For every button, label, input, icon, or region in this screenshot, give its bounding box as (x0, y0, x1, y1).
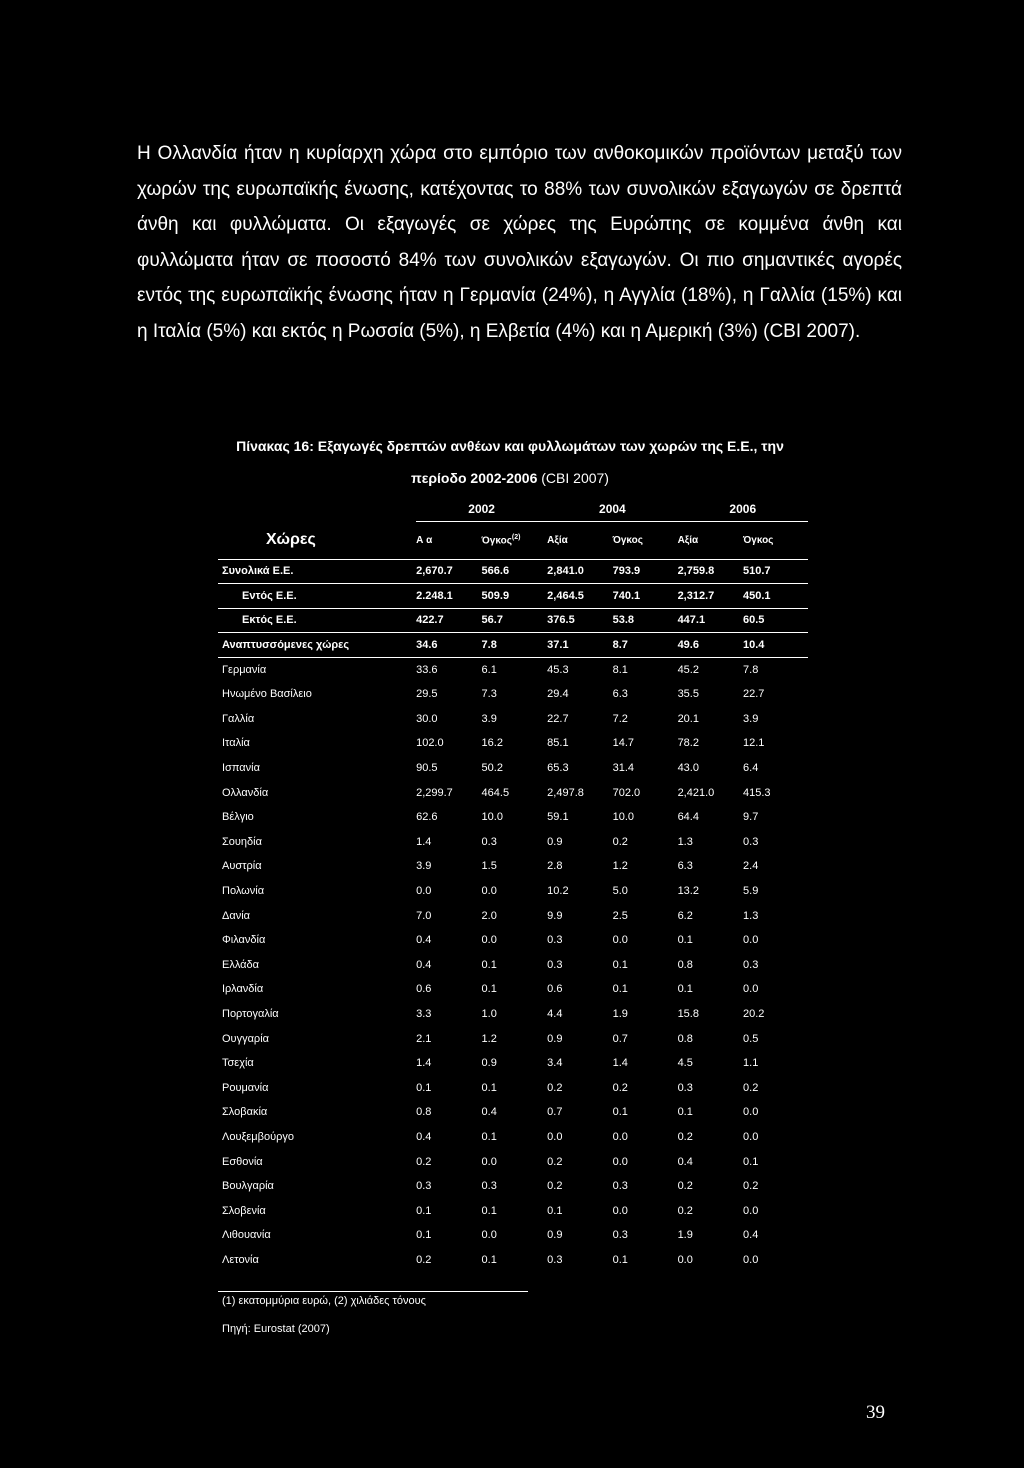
cell-value: 0.3 (547, 958, 563, 971)
table-row (218, 1174, 808, 1199)
cell-value: 12.1 (743, 737, 765, 750)
cell-value: 0.3 (743, 958, 759, 971)
country-name: Εντός Ε.Ε. (218, 584, 416, 609)
cell-value: 0.1 (481, 983, 497, 996)
cell-value: 1.9 (612, 1007, 628, 1020)
country-rows (218, 657, 808, 1272)
cell-value: 0.1 (481, 958, 497, 971)
cell-value: 1.4 (612, 1057, 628, 1070)
source-note: Πηγή: Eurostat (2007) (222, 1323, 330, 1335)
cell-value: 10.2 (547, 885, 569, 898)
table-row (218, 682, 808, 707)
cell-value: 43.0 (677, 762, 699, 775)
cell-value: 0.2 (547, 1155, 563, 1168)
cell-value: 3.4 (547, 1057, 563, 1070)
cell-value: 85.1 (547, 737, 569, 750)
column-header-row (218, 521, 808, 559)
cell-value: 0.6 (416, 983, 432, 996)
cell-value: 0.1 (612, 983, 628, 996)
cell-value: 2,464.5 (547, 584, 612, 609)
cell-value: 0.1 (612, 1253, 628, 1266)
cell-value: 793.9 (613, 559, 678, 584)
year-2002: 2002 (416, 497, 547, 521)
table-row (218, 657, 808, 682)
table-row (218, 830, 808, 855)
cell-value: 1.2 (481, 1032, 497, 1045)
cell-value: 740.1 (613, 584, 678, 609)
cell-value: 0.8 (677, 958, 693, 971)
country-name: Σουηδία (222, 835, 262, 848)
cell-value: 0.5 (743, 1032, 759, 1045)
cell-value: 65.3 (547, 762, 569, 775)
cell-value: 22.7 (547, 712, 569, 725)
cell-value: 31.4 (612, 762, 635, 775)
cell-value: 0.3 (743, 835, 759, 848)
col-header-volume-2004: Όγκος (613, 521, 678, 559)
cell-value: 59.1 (547, 811, 569, 824)
cell-value: 0.1 (547, 1204, 563, 1217)
table-row (218, 731, 808, 756)
table-row (218, 1149, 808, 1174)
cell-value: 2.8 (547, 860, 563, 873)
cell-value: 0.1 (612, 958, 628, 971)
caption-period: περίοδο 2002-2006 (411, 470, 538, 486)
year-header-row (218, 497, 808, 521)
cell-value: 1.3 (677, 835, 693, 848)
footnote: (1) εκατομμύρια ευρώ, (2) χιλιάδες τόνους (222, 1295, 426, 1307)
cell-value: 0.1 (743, 1155, 759, 1168)
cell-value: 6.1 (481, 663, 497, 676)
cell-value: 0.1 (416, 1204, 432, 1217)
country-name: Ισπανία (222, 762, 260, 775)
cell-value: 0.6 (547, 983, 563, 996)
cell-value: 0.2 (677, 1204, 693, 1217)
table-row (218, 707, 808, 732)
cell-value: 7.8 (743, 663, 759, 676)
cell-value: 34.6 (416, 633, 481, 658)
country-name: Πορτογαλία (222, 1007, 279, 1020)
cell-value: 22.7 (743, 688, 765, 701)
cell-value: 0.0 (743, 983, 759, 996)
cell-value: 6.3 (677, 860, 693, 873)
table-row (218, 805, 808, 830)
cell-value: 0.9 (481, 1057, 497, 1070)
table-row (218, 1002, 808, 1027)
cell-value: 13.2 (677, 885, 699, 898)
country-name: Συνολικά Ε.Ε. (218, 559, 416, 584)
cell-value: 0.4 (416, 1130, 432, 1143)
cell-value: 6.3 (612, 688, 628, 701)
cell-value: 0.3 (547, 934, 563, 947)
cell-value: 0.4 (481, 1106, 497, 1119)
cell-value: 0.0 (743, 1106, 759, 1119)
cell-value: 0.1 (416, 1081, 432, 1094)
table-caption: Πίνακας 16: Εξαγωγές δρεπτών ανθέων και φυλλωμάτων των χωρών της Ε.Ε., την (236, 438, 784, 454)
cell-value: 60.5 (743, 608, 808, 633)
cell-value: 0.1 (677, 1106, 693, 1119)
cell-value: 422.7 (416, 608, 481, 633)
country-header: Χώρες (218, 521, 416, 559)
table-row (218, 1051, 808, 1076)
cell-value: 0.8 (677, 1032, 693, 1045)
cell-value: 1.4 (416, 835, 432, 848)
cell-value: 0.4 (743, 1229, 759, 1242)
cell-value: 0.0 (481, 1229, 497, 1242)
cell-value: 5.9 (743, 885, 759, 898)
cell-value: 0.9 (547, 1032, 563, 1045)
cell-value: 0.9 (547, 1229, 563, 1242)
cell-value: 45.3 (547, 663, 569, 676)
cell-value: 0.1 (612, 1106, 628, 1119)
country-name: Λετονία (222, 1253, 259, 1266)
cell-value: 447.1 (678, 608, 743, 633)
cell-value: 0.0 (743, 934, 759, 947)
cell-value: 2,421.0 (677, 786, 715, 799)
table-row (218, 1075, 808, 1100)
cell-value: 4.5 (677, 1057, 693, 1070)
cell-value: 0.0 (743, 1253, 759, 1266)
cell-value: 2,497.8 (547, 786, 584, 799)
aggregate-rows (218, 559, 808, 657)
cell-value: 30.0 (416, 712, 438, 725)
cell-value: 14.7 (612, 737, 635, 750)
country-name: Εκτός Ε.Ε. (218, 608, 416, 633)
table-row (218, 977, 808, 1002)
cell-value: 35.5 (677, 688, 699, 701)
cell-value: 3.9 (416, 860, 432, 873)
cell-value: 702.0 (612, 786, 641, 799)
country-name: Εσθονία (222, 1155, 263, 1168)
col-header-value-2004: Αξία (547, 521, 612, 559)
footnote-divider (218, 1291, 528, 1292)
cell-value: 0.2 (677, 1130, 693, 1143)
cell-value: 0.3 (481, 835, 497, 848)
cell-value: 0.4 (416, 958, 432, 971)
cell-value: 2,312.7 (678, 584, 743, 609)
table-row (218, 928, 808, 953)
table-row (218, 1223, 808, 1248)
cell-value: 0.8 (416, 1106, 432, 1119)
cell-value: 6.4 (743, 762, 759, 775)
col-header-sup: (2) (511, 533, 521, 541)
col-header-value-2002: Α α (416, 521, 481, 559)
exports-table (218, 497, 808, 1272)
cell-value: 1.1 (743, 1057, 759, 1070)
cell-value: 2.248.1 (416, 584, 481, 609)
cell-value: 29.4 (547, 688, 569, 701)
cell-value: 2.4 (743, 860, 759, 873)
cell-value: 10.0 (612, 811, 635, 824)
aggregate-row (218, 608, 808, 633)
cell-value: 33.6 (416, 663, 438, 676)
cell-value: 0.4 (677, 1155, 693, 1168)
cell-value: 376.5 (547, 608, 612, 633)
cell-value: 450.1 (743, 584, 808, 609)
cell-value: 464.5 (481, 786, 510, 799)
cell-value: 0.0 (612, 1155, 628, 1168)
cell-value: 566.6 (482, 559, 548, 584)
cell-value: 0.0 (481, 885, 497, 898)
cell-value: 29.5 (416, 688, 438, 701)
country-name: Ολλανδία (222, 786, 269, 799)
cell-value: 415.3 (743, 786, 771, 799)
cell-value: 2,299.7 (416, 786, 453, 799)
cell-value: 0.0 (481, 934, 497, 947)
cell-value: 0.7 (547, 1106, 563, 1119)
table-row (218, 756, 808, 781)
cell-value: 62.6 (416, 811, 438, 824)
country-name: Σλοβενία (222, 1204, 266, 1217)
cell-value: 102.0 (416, 737, 444, 750)
cell-value: 10.0 (481, 811, 503, 824)
cell-value: 7.3 (481, 688, 497, 701)
cell-value: 2,670.7 (416, 559, 481, 584)
country-name: Ουγγαρία (222, 1032, 269, 1045)
cell-value: 0.3 (612, 1180, 628, 1193)
cell-value: 5.0 (612, 885, 628, 898)
cell-value: 0.3 (677, 1081, 693, 1094)
country-name: Γερμανία (222, 663, 267, 676)
country-name: Ιρλανδία (222, 983, 264, 996)
cell-value: 0.0 (743, 1204, 759, 1217)
country-name: Ρουμανία (222, 1081, 269, 1094)
cell-value: 0.0 (547, 1130, 563, 1143)
cell-value: 510.7 (743, 559, 808, 584)
country-name: Πολωνία (222, 885, 265, 898)
cell-value: 0.2 (547, 1180, 563, 1193)
table-row (218, 879, 808, 904)
col-header-volume-2002 (482, 521, 548, 559)
cell-value: 53.8 (613, 608, 678, 633)
aggregate-row (218, 633, 808, 658)
cell-value: 3.9 (743, 712, 759, 725)
cell-value: 0.2 (612, 1081, 628, 1094)
country-name: Ελλάδα (222, 958, 260, 971)
cell-value: 0.1 (481, 1130, 497, 1143)
cell-value: 3.9 (481, 712, 497, 725)
cell-value: 6.2 (677, 909, 693, 922)
cell-value: 2.1 (416, 1032, 432, 1045)
cell-value: 0.2 (547, 1081, 563, 1094)
country-name: Τσεχία (222, 1057, 254, 1070)
cell-value: 0.2 (743, 1180, 759, 1193)
country-name: Βέλγιο (222, 811, 254, 824)
table-row (218, 1100, 808, 1125)
table-row (218, 903, 808, 928)
cell-value: 0.1 (481, 1081, 497, 1094)
country-name: Ηνωμένο Βασίλειο (222, 688, 312, 701)
table-row (218, 1198, 808, 1223)
cell-value: 15.8 (677, 1007, 699, 1020)
cell-value: 0.2 (416, 1155, 432, 1168)
cell-value: 0.1 (677, 934, 693, 947)
country-name: Βουλγαρία (222, 1180, 274, 1193)
country-name: Αυστρία (222, 860, 262, 873)
aggregate-row (218, 584, 808, 609)
table-caption-period (150, 470, 870, 486)
cell-value: 3.3 (416, 1007, 432, 1020)
table-row (218, 1026, 808, 1051)
cell-value: 0.3 (481, 1180, 497, 1193)
cell-value: 509.9 (482, 584, 548, 609)
cell-value: 0.3 (416, 1180, 432, 1193)
cell-value: 56.7 (482, 608, 548, 633)
cell-value: 90.5 (416, 762, 438, 775)
cell-value: 9.9 (547, 909, 563, 922)
table-row (218, 1248, 808, 1273)
table-row (218, 1125, 808, 1150)
cell-value: 8.1 (612, 663, 628, 676)
cell-value: 1.5 (481, 860, 497, 873)
cell-value: 0.0 (481, 1155, 497, 1168)
year-2006: 2006 (678, 497, 808, 521)
cell-value: 0.2 (743, 1081, 759, 1094)
cell-value: 20.2 (743, 1007, 765, 1020)
cell-value: 10.4 (743, 633, 808, 658)
table-row (218, 953, 808, 978)
aggregate-row (218, 559, 808, 584)
cell-value: 4.4 (547, 1007, 563, 1020)
table-row (218, 780, 808, 805)
country-name: Σλοβακία (222, 1106, 268, 1119)
country-name: Ιταλία (222, 737, 250, 750)
country-name: Λουξεμβούργο (222, 1130, 294, 1143)
cell-value: 20.1 (677, 712, 699, 725)
cell-value: 0.0 (612, 1204, 628, 1217)
cell-value: 0.9 (547, 835, 563, 848)
cell-value: 0.0 (416, 885, 432, 898)
cell-value: 0.1 (481, 1204, 497, 1217)
cell-value: 0.1 (416, 1229, 432, 1242)
country-name: Αναπτυσσόμενες χώρες (218, 633, 416, 658)
country-name: Δανία (222, 909, 251, 922)
cell-value: 0.0 (612, 934, 628, 947)
cell-value: 9.7 (743, 811, 759, 824)
cell-value: 2,841.0 (547, 559, 612, 584)
country-name: Φιλανδία (222, 934, 266, 947)
cell-value: 37.1 (547, 633, 612, 658)
caption-source: (CBI 2007) (541, 470, 609, 486)
cell-value: 0.3 (612, 1229, 628, 1242)
cell-value: 50.2 (481, 762, 503, 775)
cell-value: 16.2 (481, 737, 503, 750)
cell-value: 0.0 (677, 1253, 693, 1266)
cell-value: 0.0 (612, 1130, 628, 1143)
cell-value: 2.5 (612, 909, 628, 922)
page-number: 39 (866, 1402, 885, 1423)
col-header-volume-label: Όγκος (481, 535, 512, 547)
cell-value: 0.4 (416, 934, 432, 947)
cell-value: 0.1 (677, 983, 693, 996)
table-row (218, 854, 808, 879)
cell-value: 0.2 (612, 835, 628, 848)
col-header-volume-2006: Όγκος (743, 521, 808, 559)
cell-value: 2,759.8 (678, 559, 743, 584)
cell-value: 1.0 (481, 1007, 497, 1020)
year-2004: 2004 (547, 497, 677, 521)
col-header-value-2006: Αξία (678, 521, 743, 559)
cell-value: 0.3 (547, 1253, 563, 1266)
cell-value: 0.2 (416, 1253, 432, 1266)
cell-value: 1.9 (677, 1229, 693, 1242)
cell-value: 0.7 (612, 1032, 628, 1045)
cell-value: 0.1 (481, 1253, 497, 1266)
cell-value: 45.2 (677, 663, 699, 676)
cell-value: 0.0 (743, 1130, 759, 1143)
cell-value: 7.8 (482, 633, 548, 658)
cell-value: 2.0 (481, 909, 497, 922)
empty-cell (218, 497, 416, 521)
cell-value: 8.7 (613, 633, 678, 658)
cell-value: 64.4 (677, 811, 699, 824)
country-name: Λιθουανία (222, 1229, 271, 1242)
cell-value: 0.2 (677, 1180, 693, 1193)
cell-value: 7.2 (612, 712, 628, 725)
cell-value: 7.0 (416, 909, 432, 922)
cell-value: 1.3 (743, 909, 759, 922)
cell-value: 1.4 (416, 1057, 432, 1070)
cell-value: 78.2 (677, 737, 699, 750)
country-name: Γαλλία (222, 712, 255, 725)
cell-value: 1.2 (612, 860, 628, 873)
body-paragraph: Η Ολλανδία ήταν η κυρίαρχη χώρα στο εμπόριο των ανθοκομικών προϊόντων μεταξύ των χωρών της ευρωπαϊκής ένωσης, κατέχοντας το 88% των συνολικών εξαγωγών σε δρεπτά άνθη και φυλλώματα. Οι εξαγωγές σε χώρες της Ευρώπης σε κομμένα άνθη και φυλλώματα ήταν σε ποσοστό 84% των συνολικών εξαγωγών. Οι πιο σημαντικές αγορές εντός της ευρωπαϊκής ένωσης ήταν η Γερμανία (24%), η Αγγλία (18%), η Γαλλία (15%) και η Ιταλία (5%) και εκτός η Ρωσσία (5%), η Ελβετία (4%) και η Αμερική (3%) (CBI 2007). (137, 143, 902, 342)
cell-value: 49.6 (678, 633, 743, 658)
